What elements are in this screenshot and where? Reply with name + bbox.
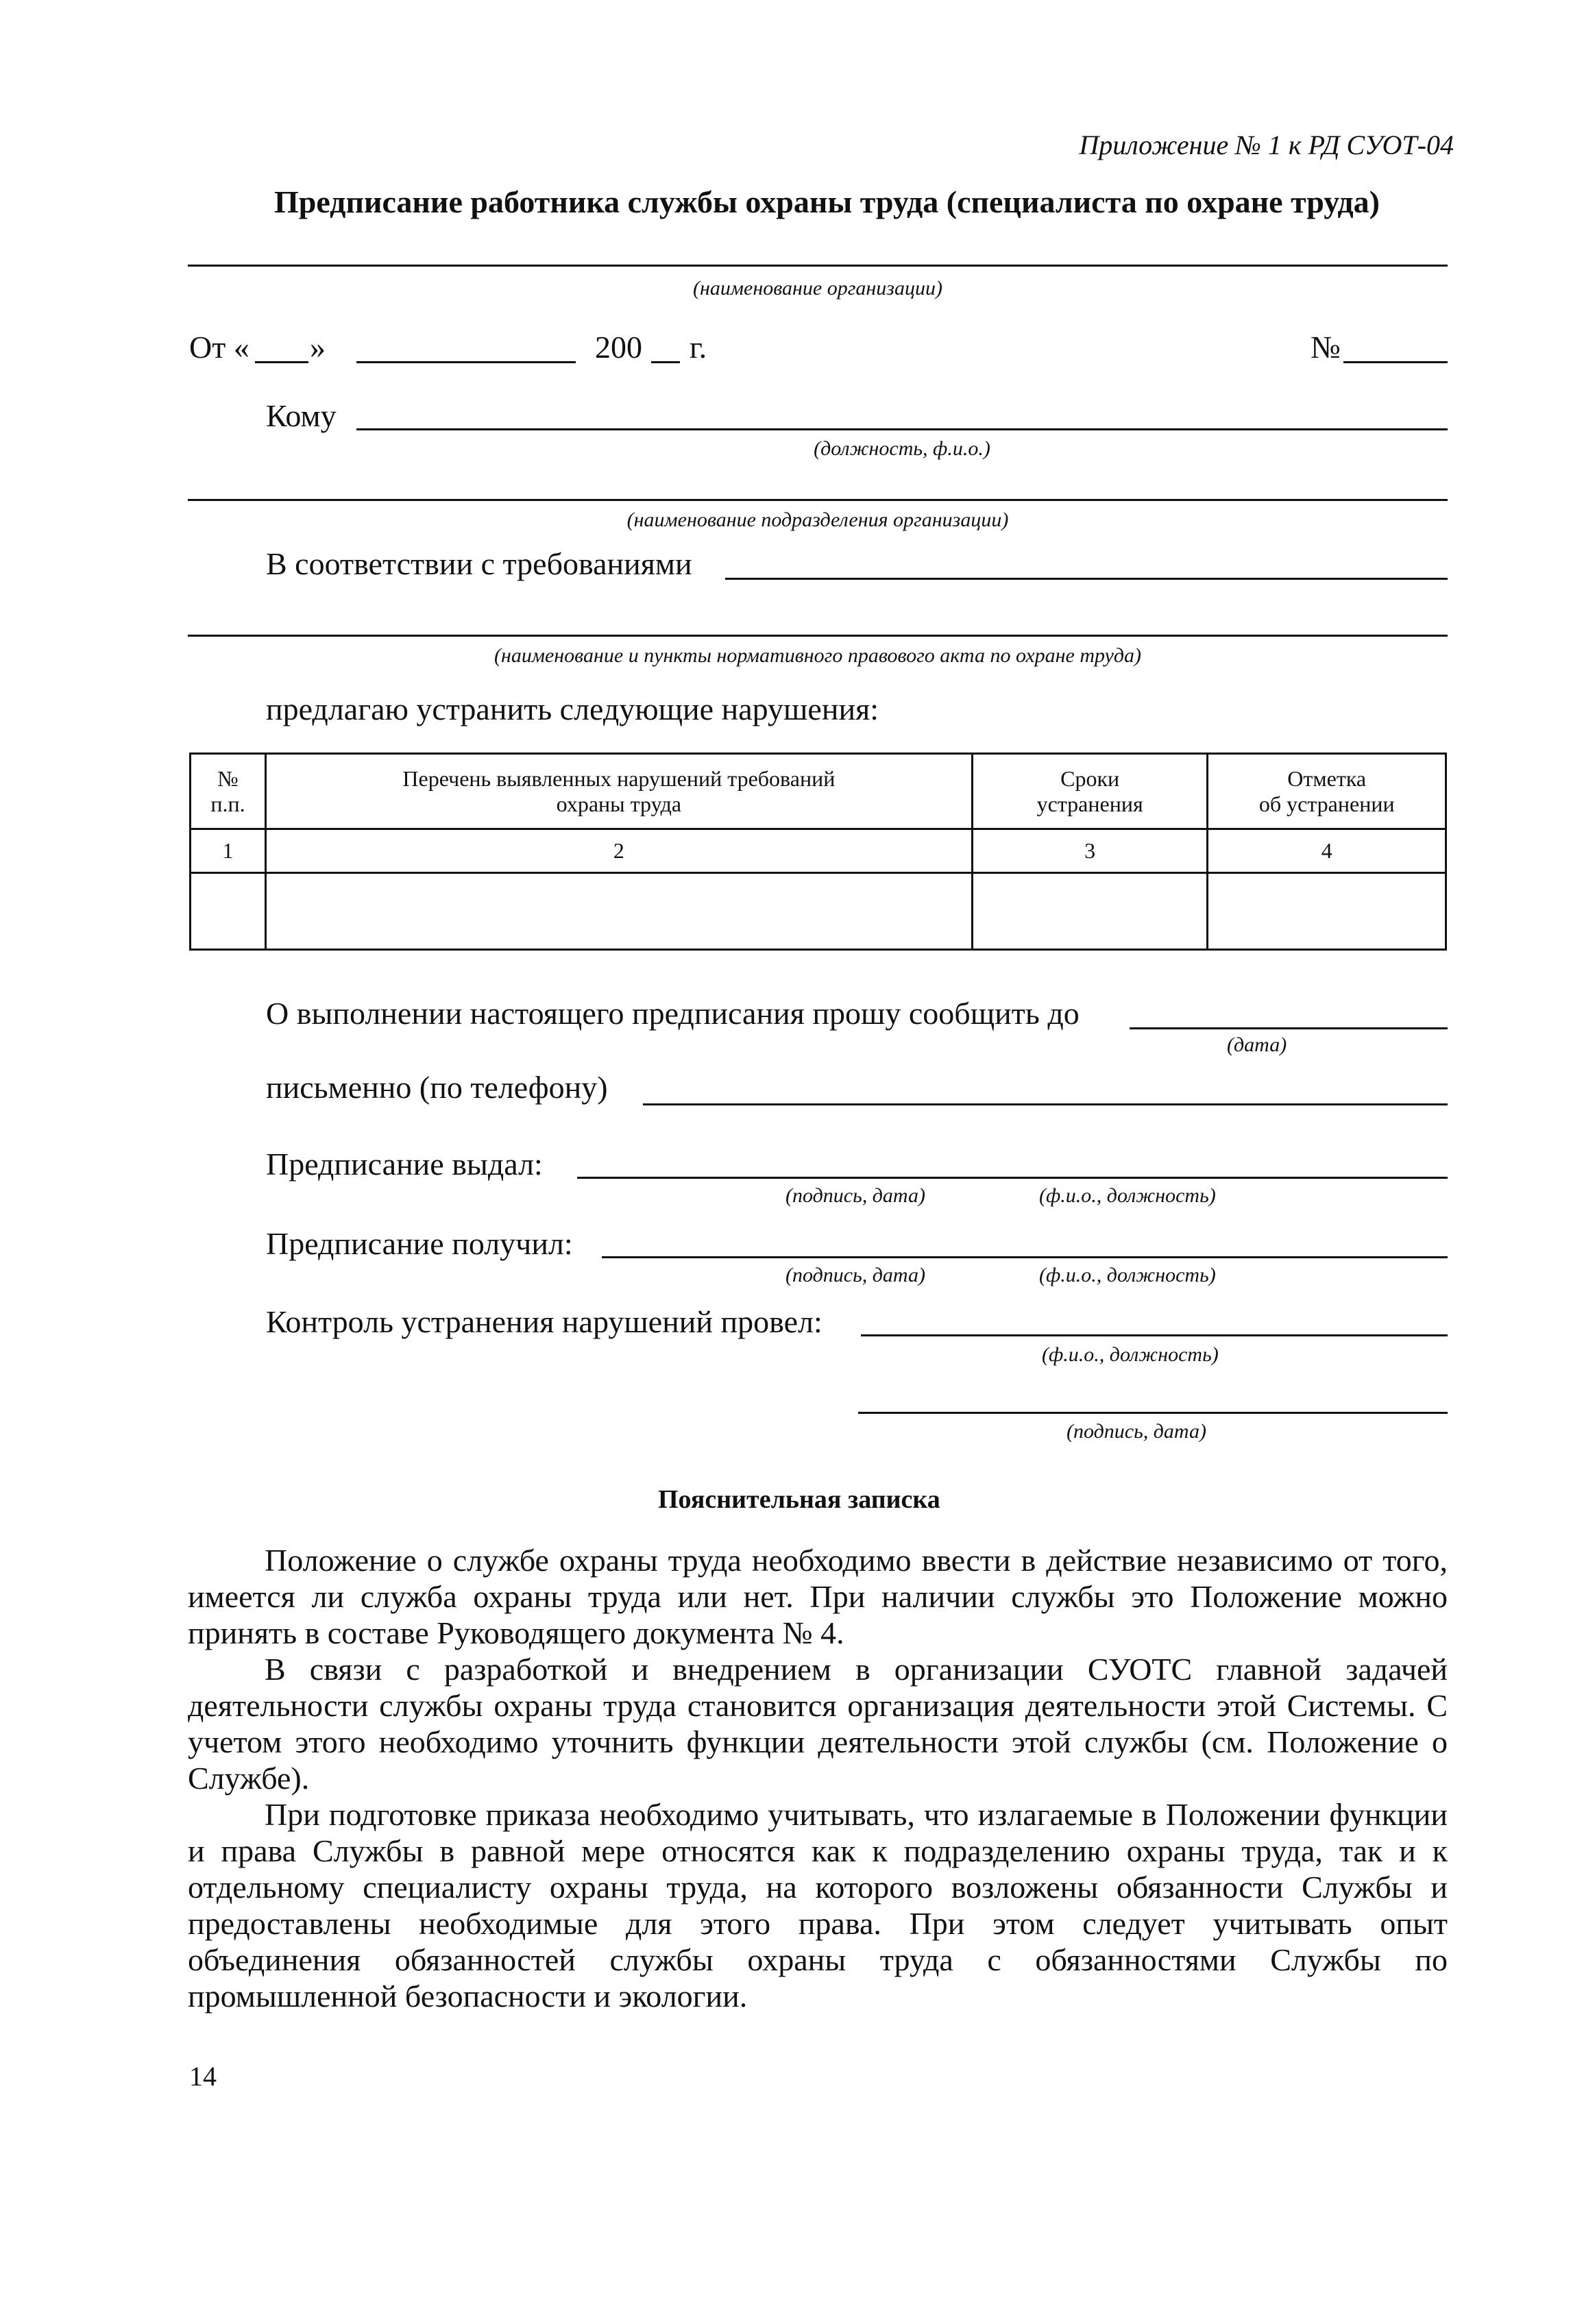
appendix-label: Приложение № 1 к РД СУОТ-04 — [1079, 130, 1454, 160]
number-field[interactable] — [1343, 361, 1448, 363]
col-number-4: 4 — [1208, 829, 1446, 873]
control-field[interactable] — [861, 1334, 1448, 1336]
issued-caption-sign: (подпись, дата) — [785, 1184, 925, 1207]
department-line[interactable] — [188, 499, 1448, 501]
control-caption-name: (ф.и.о., должность) — [1042, 1343, 1219, 1366]
table-header-row — [191, 754, 1446, 829]
received-field[interactable] — [602, 1256, 1448, 1258]
organization-line[interactable] — [188, 265, 1448, 267]
note-title: Пояснительная записка — [658, 1485, 940, 1514]
table-row[interactable] — [191, 873, 1446, 950]
header-number: № п.п. — [191, 754, 266, 829]
received-caption-sign: (подпись, дата) — [785, 1264, 925, 1286]
date-g-label: г. — [690, 330, 707, 365]
control-sign-field[interactable] — [858, 1412, 1448, 1414]
received-caption-name: (ф.и.о., должность) — [1039, 1264, 1216, 1286]
to-label: Кому — [266, 398, 337, 433]
to-field[interactable] — [356, 428, 1448, 430]
propose-text: предлагаю устранить следующие нарушения: — [266, 692, 879, 726]
report-text: О выполнении настоящего предписания прошу сообщить до — [266, 996, 1080, 1031]
control-label: Контроль устранения нарушений провел: — [266, 1304, 823, 1339]
requirements-line-2[interactable] — [188, 635, 1448, 637]
date-quote-close: » — [310, 330, 326, 365]
requirements-label: В соответствии с требованиями — [266, 546, 692, 581]
document-title: Предписание работника службы охраны труда (специалиста по охране труда) — [274, 184, 1380, 219]
date-from-label: От « — [189, 330, 249, 365]
violations-table — [189, 753, 1447, 951]
act-caption: (наименование и пункты нормативного правового акта по охране труда) — [494, 644, 1142, 667]
table-number-row — [191, 829, 1446, 873]
cell-empty[interactable] — [1208, 873, 1446, 950]
report-date-field[interactable] — [1130, 1027, 1448, 1029]
to-caption: (должность, ф.и.о.) — [814, 437, 990, 460]
number-sign: № — [1311, 330, 1341, 365]
date-month-field[interactable] — [356, 361, 576, 363]
note-body — [188, 1542, 1448, 2014]
date-day-field[interactable] — [255, 361, 308, 363]
issued-label: Предписание выдал: — [266, 1147, 543, 1182]
received-label: Предписание получил: — [266, 1226, 573, 1261]
date-year-field[interactable] — [651, 361, 680, 363]
note-paragraph-1: Положение о службе охраны труда необходимо ввести в действие независимо от того, имеется ли служба охраны труда или нет. При наличии службы это Положение можно принять в составе Руководящего документа № 4. — [188, 1543, 1448, 1650]
header-deadline: Сроки устранения — [972, 754, 1208, 829]
note-paragraph-3: При подготовке приказа необходимо учитывать, что излагаемые в Положении функции и права Службы в равной мере относятся как к подразделению охраны труда, так и к отдельному специалисту охраны труда, на которого возложены обязанности Службы и предоставлены необходимые для этого права. При этом следует учитывать опыт объединения обязанностей службы охраны труда с обязанностями Службы по промышленной безопасности и экологии. — [188, 1797, 1448, 2014]
date-year-label: 200 — [595, 330, 642, 365]
control-caption-sign: (подпись, дата) — [1067, 1420, 1206, 1443]
issued-caption-name: (ф.и.о., должность) — [1039, 1184, 1216, 1207]
header-violations: Перечень выявленных нарушений требований охраны труда — [265, 754, 972, 829]
cell-empty[interactable] — [265, 873, 972, 950]
organization-caption: (наименование организации) — [692, 277, 942, 299]
cell-empty[interactable] — [972, 873, 1208, 950]
cell-empty[interactable] — [191, 873, 266, 950]
written-field[interactable] — [643, 1103, 1448, 1105]
report-date-caption: (дата) — [1227, 1033, 1287, 1056]
written-text: письменно (по телефону) — [266, 1070, 608, 1105]
requirements-field[interactable] — [725, 578, 1448, 580]
issued-field[interactable] — [577, 1177, 1448, 1179]
department-caption: (наименование подразделения организации) — [626, 509, 1009, 531]
note-paragraph-2: В связи с разработкой и внедрением в организации СУОТС главной задачей деятельности службы охраны труда становится организация деятельности этой Системы. С учетом этого необходимо уточнить функции деятельности этой службы (см. Положение о Службе). — [188, 1652, 1448, 1796]
page-number: 14 — [189, 2061, 217, 2092]
col-number-1: 1 — [191, 829, 266, 873]
col-number-3: 3 — [972, 829, 1208, 873]
col-number-2: 2 — [265, 829, 972, 873]
header-mark: Отметка об устранении — [1208, 754, 1446, 829]
